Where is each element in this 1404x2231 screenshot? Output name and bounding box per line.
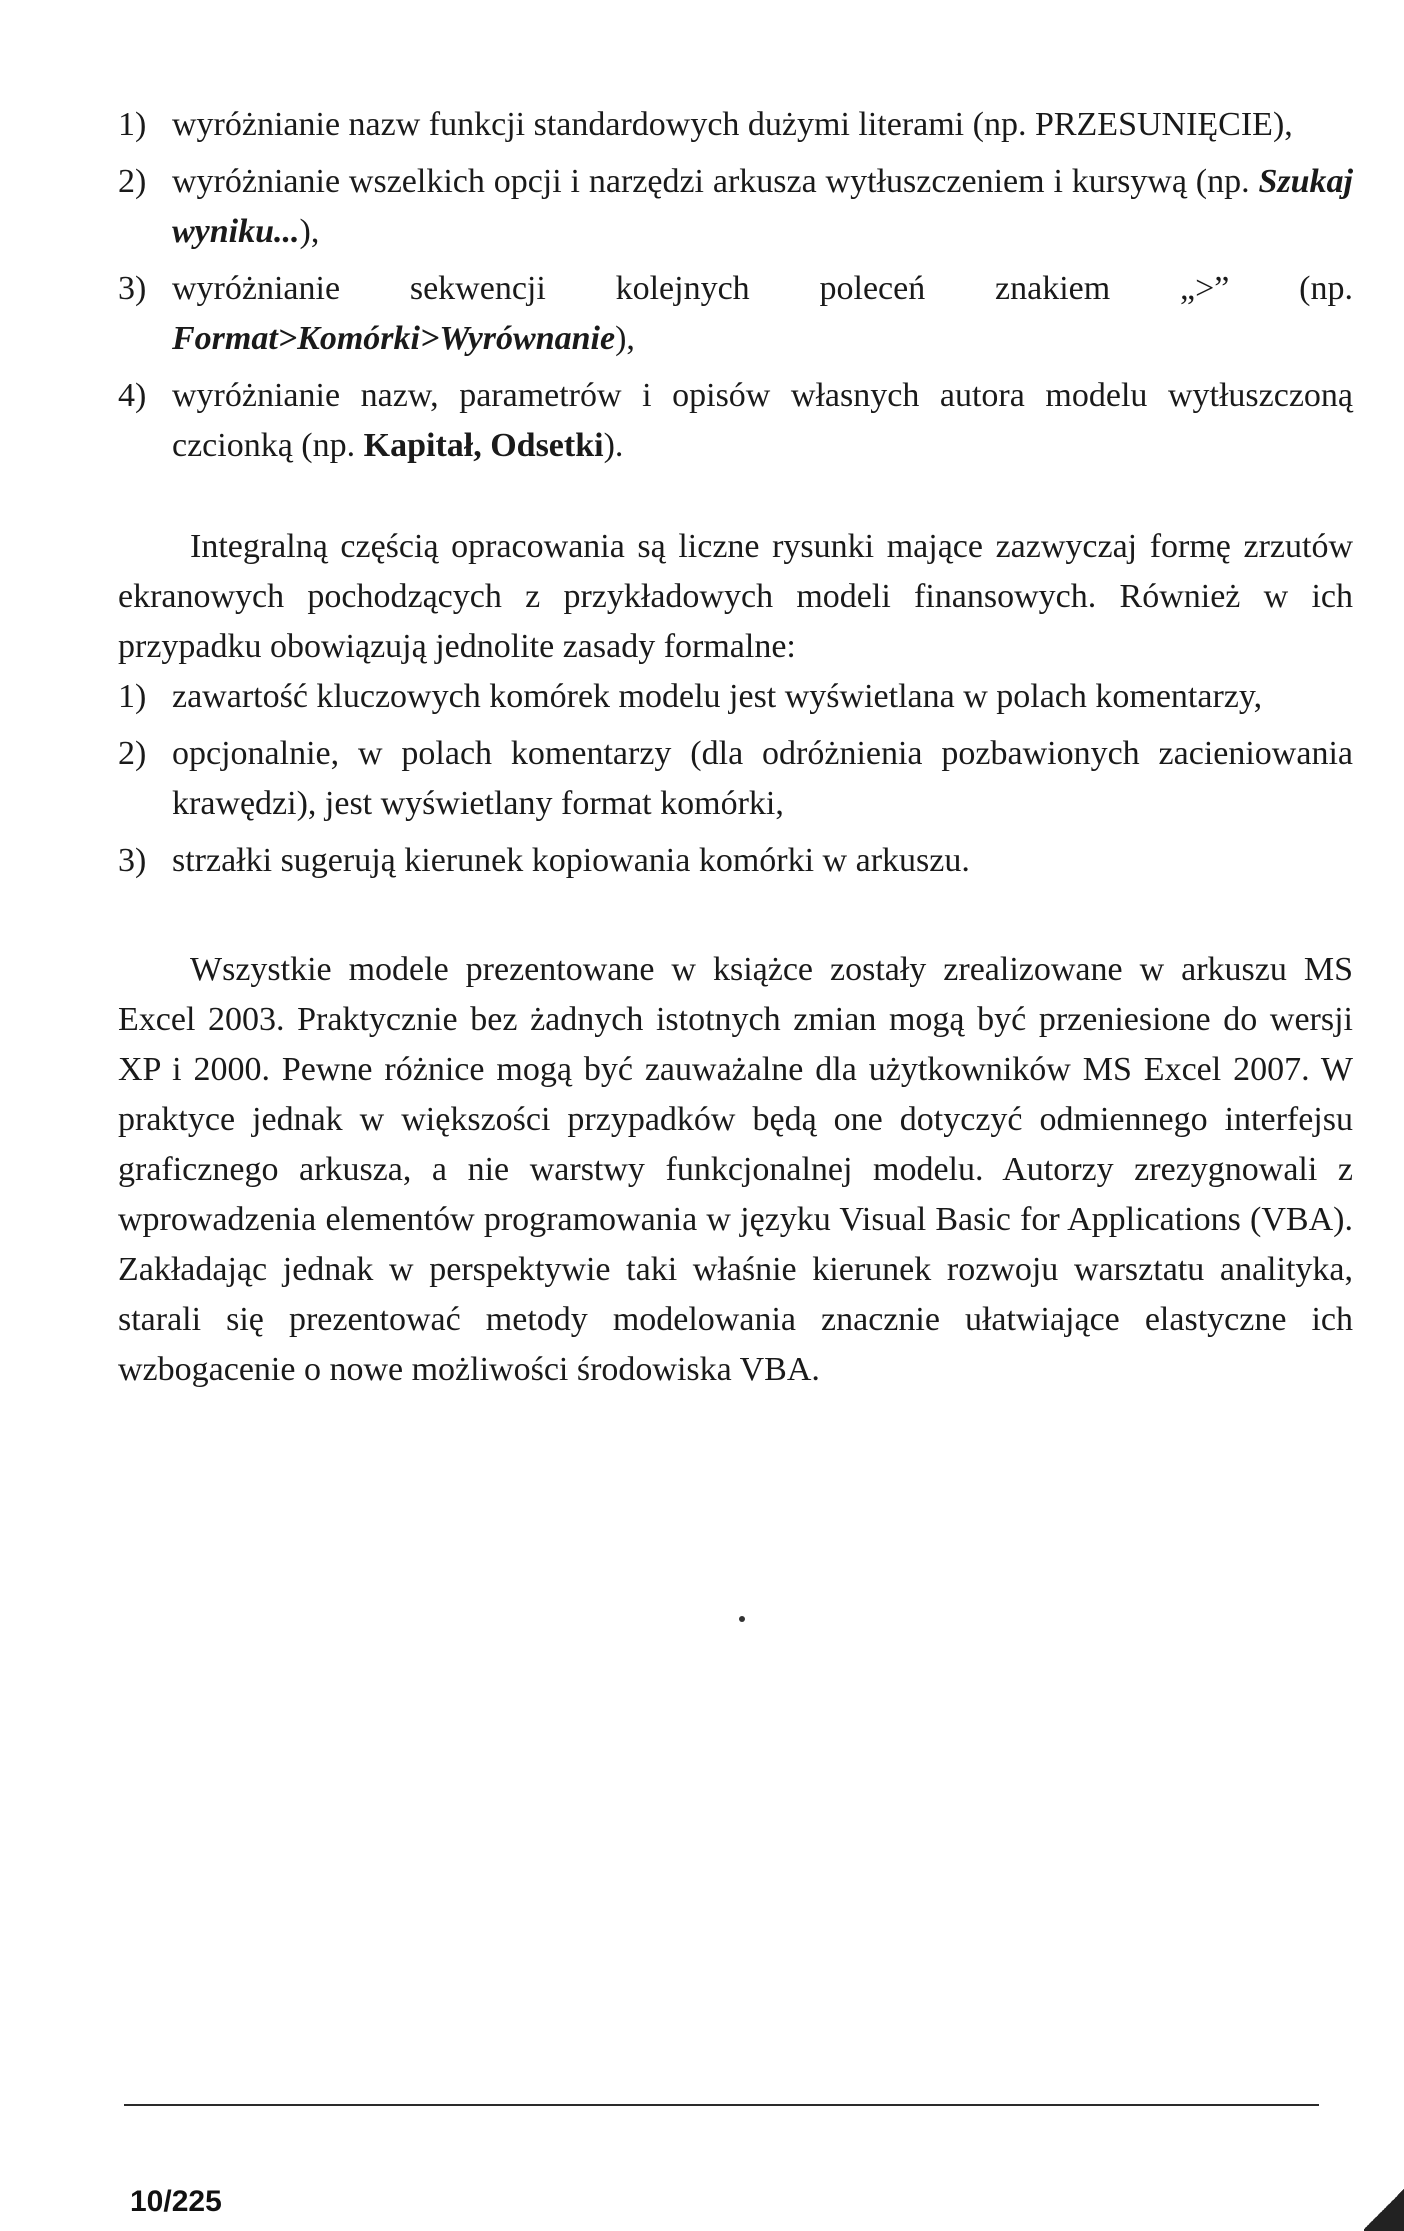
list-emphasis: Format>Komórki>Wyrównanie bbox=[172, 320, 616, 357]
scan-corner-mark bbox=[1364, 2187, 1404, 2231]
list-text bbox=[172, 264, 1353, 364]
list-number: 3) bbox=[118, 270, 147, 307]
list-text-after: ), bbox=[615, 320, 635, 357]
list-text bbox=[172, 157, 1353, 257]
list-item bbox=[118, 836, 1353, 886]
list-emphasis: Kapitał, Odsetki bbox=[363, 427, 604, 464]
list-item bbox=[118, 371, 1353, 471]
list-number: 1) bbox=[118, 678, 147, 715]
list-text-after: ). bbox=[603, 427, 624, 464]
list-item bbox=[118, 729, 1353, 829]
page-body bbox=[118, 100, 1353, 1395]
list-item bbox=[118, 672, 1353, 722]
footer-rule bbox=[124, 2104, 1319, 2106]
list-item bbox=[118, 264, 1353, 364]
list-item bbox=[118, 100, 1353, 150]
list-number: 3) bbox=[118, 842, 147, 879]
list-text: opcjonalnie, w polach komentarzy (dla odróżnienia pozbawionych zacieniowania krawędzi), jest wyświetlany format komórki, bbox=[172, 735, 1353, 822]
list-emphasis: Szukaj wyniku... bbox=[172, 163, 1353, 250]
list-text: zawartość kluczowych komórek modelu jest wyświetlana w polach komentarzy, bbox=[172, 678, 1263, 715]
list-number: 4) bbox=[118, 377, 147, 414]
page-number: 10/225 bbox=[130, 2185, 222, 2218]
list-number: 2) bbox=[118, 163, 147, 200]
list-text-before: wyróżnianie nazw, parametrów i opisów własnych autora modelu wytłuszczoną czcionką (np. bbox=[172, 377, 1353, 464]
excel-versions-paragraph: Wszystkie modele prezentowane w książce zostały zrealizowane w arkuszu MS Excel 2003. Praktycznie bez żadnych istotnych zmian mogą być przeniesione do wersji XP i 2000. Pewne różnice mogą być zauważalne dla użytkowników MS Excel 2007. W praktyce jednak w większości przypadków będą one dotyczyć odmiennego interfejsu graficznego arkusza, a nie warstwy funkcjonalnej modelu. Autorzy zrezygnowali z wprowadzenia elementów programowania w języku Visual Basic for Applications (VBA). Zakładając jednak w perspektywie taki właśnie kierunek rozwoju warsztatu analityka, starali się prezentować metody modelowania znacznie ułatwiające elastyczne ich wzbogacenie o nowe możliwości środowiska VBA. bbox=[118, 951, 1353, 1388]
figure-rules-list bbox=[118, 672, 1353, 886]
list-text-before: wyróżnianie wszelkich opcji i narzędzi arkusza wytłuszczeniem i kursywą (np. bbox=[172, 163, 1259, 200]
list-number: 1) bbox=[118, 106, 147, 143]
list-number: 2) bbox=[118, 735, 147, 772]
list-item bbox=[118, 157, 1353, 257]
list-text bbox=[172, 371, 1353, 471]
list-text-before: wyróżnianie sekwencji kolejnych poleceń znakiem „>” (np. bbox=[172, 270, 1353, 307]
stray-dot bbox=[739, 1616, 745, 1622]
list-text: wyróżnianie nazw funkcji standardowych dużymi literami (np. PRZESUNIĘCIE), bbox=[172, 106, 1293, 143]
list-text-after: ), bbox=[299, 213, 320, 250]
list-text: strzałki sugerują kierunek kopiowania komórki w arkuszu. bbox=[172, 842, 970, 879]
figures-intro-paragraph: Integralną częścią opracowania są liczne rysunki mające zazwyczaj formę zrzutów ekranowych pochodzących z przykładowych modeli finansowych. Również w ich przypadku obowiązują jednolite zasady formalne: bbox=[118, 528, 1353, 665]
conventions-list bbox=[118, 100, 1353, 471]
